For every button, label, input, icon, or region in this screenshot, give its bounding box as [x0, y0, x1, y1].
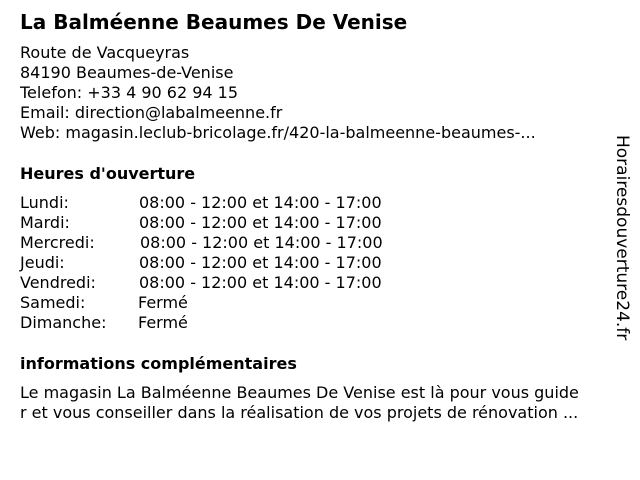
- day-hours: 08:00 - 12:00 et 14:00 - 17:00: [140, 233, 383, 252]
- watermark-text: Horairesdouverture24.fr: [612, 135, 632, 341]
- info-line: r et vous conseiller dans la réalisation de vos projets de rénovation ...: [20, 403, 579, 422]
- day-hours: 08:00 - 12:00 et 14:00 - 17:00: [139, 213, 382, 232]
- day-hours: 08:00 - 12:00 et 14:00 - 17:00: [139, 193, 382, 212]
- info-line: Le magasin La Balméenne Beaumes De Venise est là pour vous guide: [20, 383, 579, 402]
- address-street: Route de Vacqueyras: [20, 43, 190, 62]
- day-label: Mardi:: [20, 213, 70, 232]
- day-hours: 08:00 - 12:00 et 14:00 - 17:00: [139, 253, 382, 272]
- web-line: Web: magasin.leclub-bricolage.fr/420-la-balmeenne-beaumes-...: [20, 123, 536, 142]
- store-address-block: [20, 43, 536, 143]
- additional-info-text: [20, 383, 579, 423]
- additional-info-heading: informations complémentaires: [20, 354, 297, 373]
- opening-hours-heading: Heures d'ouverture: [20, 164, 196, 183]
- day-hours: Fermé: [138, 293, 188, 312]
- phone-line: Telefon: +33 4 90 62 94 15: [20, 83, 239, 102]
- day-label: Samedi:: [20, 293, 86, 312]
- day-label: Lundi:: [20, 193, 69, 212]
- day-label: Vendredi:: [20, 273, 96, 292]
- address-city: 84190 Beaumes-de-Venise: [20, 63, 234, 82]
- site-watermark: [611, 135, 633, 345]
- day-hours: 08:00 - 12:00 et 14:00 - 17:00: [139, 273, 382, 292]
- day-label: Dimanche:: [20, 313, 107, 332]
- store-title: La Balméenne Beaumes De Venise: [20, 10, 408, 34]
- day-label: Mercredi:: [20, 233, 95, 252]
- day-hours: Fermé: [138, 313, 188, 332]
- email-line: Email: direction@labalmeenne.fr: [20, 103, 283, 122]
- day-label: Jeudi:: [20, 253, 65, 272]
